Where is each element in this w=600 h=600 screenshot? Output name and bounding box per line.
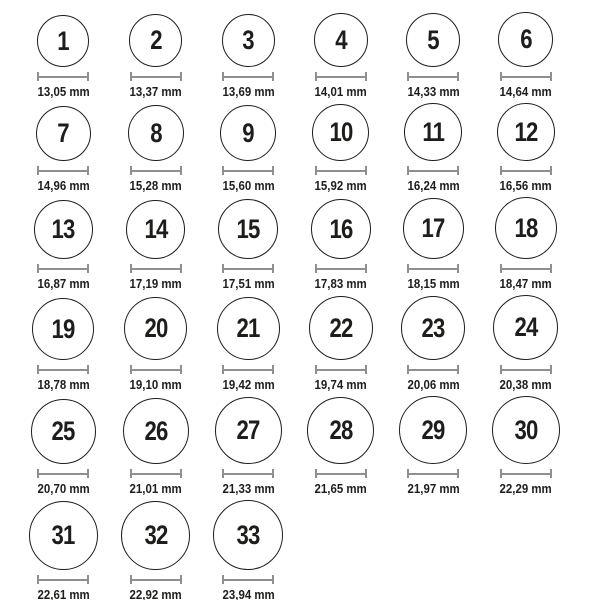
diameter-measure-line [222,365,274,374]
diameter-measure-line [130,166,182,175]
measure-bar [407,76,459,78]
ring-size-cell [480,103,573,193]
ring-size-cell [295,199,388,291]
ring-circle [220,105,276,161]
ring-size-number: 3 [242,25,255,55]
measure-bar [37,369,89,371]
measure-tick-right [87,264,89,273]
ring-diameter-label: 17,19 mm [129,276,182,291]
measure-bar [315,369,367,371]
ring-diameter-label: 19,10 mm [129,377,182,392]
ring-row [17,197,600,291]
ring-size-number: 10 [329,117,353,147]
measure-tick-right [365,264,367,273]
measure-bar [130,473,182,475]
measure-bar [130,268,182,270]
ring-diameter-label: 22,61 mm [37,587,90,600]
ring-circle [311,199,371,259]
measure-tick-right [457,72,459,81]
ring-diameter-label: 13,05 mm [37,84,90,99]
ring-size-number: 29 [421,414,445,445]
measure-tick-right [550,264,552,273]
diameter-measure-line [130,575,182,584]
measure-bar [37,579,89,581]
ring-size-number: 22 [329,312,353,343]
measure-tick-right [457,469,459,478]
ring-diameter-label: 22,29 mm [499,481,552,496]
ring-size-cell [202,105,295,193]
measure-bar [315,170,367,172]
ring-circle [31,399,96,464]
ring-circle [32,298,94,360]
ring-size-number: 27 [236,415,260,445]
measure-bar [500,76,552,78]
ring-size-cell [110,105,203,193]
ring-size-number: 9 [242,117,255,148]
ring-diameter-label: 19,74 mm [314,377,367,392]
ring-circle [34,200,93,259]
ring-diameter-label: 14,64 mm [499,84,552,99]
measure-bar [407,473,459,475]
ring-size-cell [17,106,110,193]
measure-tick-right [87,365,89,374]
ring-size-number: 8 [149,117,162,148]
ring-diameter-label: 14,33 mm [407,84,460,99]
ring-size-cell [387,198,480,291]
ring-size-number: 5 [427,24,440,55]
ring-circle [403,198,464,259]
ring-size-cell [387,396,480,496]
measure-tick-right [272,575,274,584]
diameter-measure-line [407,469,459,478]
ring-circle [124,297,187,360]
measure-tick-right [272,72,274,81]
diameter-measure-line [222,264,274,273]
measure-tick-right [87,575,89,584]
ring-circle [492,396,560,464]
measure-bar [315,473,367,475]
ring-size-number: 6 [519,24,532,54]
ring-size-number: 30 [514,414,538,445]
ring-size-cell [480,197,573,291]
ring-diameter-label: 16,56 mm [499,178,552,193]
diameter-measure-line [315,264,367,273]
diameter-measure-line [500,166,552,175]
measure-bar [37,473,89,475]
ring-size-cell [17,298,110,392]
measure-tick-right [365,469,367,478]
ring-size-number: 13 [51,214,75,244]
diameter-measure-line [407,166,459,175]
ring-circle [312,104,369,161]
ring-diameter-label: 15,92 mm [314,178,367,193]
diameter-measure-line [222,72,274,81]
measure-tick-right [550,166,552,175]
ring-size-cell [202,199,295,291]
measure-bar [500,170,552,172]
ring-size-number: 19 [51,313,75,344]
measure-tick-right [87,469,89,478]
ring-diameter-label: 14,01 mm [314,84,367,99]
ring-size-cell [202,297,295,392]
diameter-measure-line [130,72,182,81]
diameter-measure-line [500,264,552,273]
ring-diameter-label: 20,70 mm [37,481,90,496]
ring-circle [498,12,553,67]
diameter-measure-line [407,264,459,273]
ring-diameter-label: 14,96 mm [37,178,90,193]
ring-diameter-label: 20,38 mm [499,377,552,392]
measure-bar [500,473,552,475]
ring-size-number: 11 [422,116,445,147]
measure-bar [407,170,459,172]
ring-size-number: 32 [144,520,168,550]
measure-tick-right [550,365,552,374]
measure-bar [222,369,274,371]
measure-bar [130,76,182,78]
diameter-measure-line [37,72,89,81]
ring-circle [121,501,190,570]
ring-size-cell [110,200,203,291]
ring-diameter-label: 16,87 mm [37,276,90,291]
ring-size-number: 7 [57,118,70,148]
ring-size-cell [480,396,573,496]
diameter-measure-line [500,72,552,81]
ring-circle [401,296,465,360]
ring-size-cell [295,13,388,99]
measure-bar [37,268,89,270]
ring-diameter-label: 15,60 mm [222,178,275,193]
ring-size-cell [17,200,110,291]
ring-size-cell [480,295,573,392]
ring-diameter-label: 23,94 mm [222,587,275,600]
ring-circle [497,103,555,161]
ring-diameter-label: 13,37 mm [129,84,182,99]
diameter-measure-line [130,469,182,478]
measure-tick-right [550,72,552,81]
ring-size-number: 20 [144,313,168,343]
ring-size-number: 14 [144,214,168,244]
measure-bar [407,369,459,371]
ring-circle [36,106,91,161]
diameter-measure-line [315,166,367,175]
measure-tick-right [87,72,89,81]
diameter-measure-line [37,469,89,478]
ring-size-number: 1 [57,25,70,56]
measure-bar [222,268,274,270]
measure-bar [130,170,182,172]
ring-diameter-label: 21,33 mm [222,481,275,496]
ring-diameter-label: 17,83 mm [314,276,367,291]
ring-size-number: 25 [51,416,75,446]
ring-size-cell [110,14,203,99]
measure-tick-right [180,575,182,584]
ring-circle [128,105,184,161]
ring-size-cell [202,14,295,99]
ring-circle [29,501,98,570]
measure-tick-right [457,166,459,175]
ring-circle [123,398,189,464]
measure-tick-right [272,365,274,374]
measure-bar [222,170,274,172]
ring-size-number: 12 [514,116,538,147]
ring-diameter-label: 16,24 mm [407,178,460,193]
ring-size-cell [202,500,295,600]
diameter-measure-line [315,365,367,374]
ring-circle [309,296,373,360]
diameter-measure-line [222,575,274,584]
ring-diameter-label: 21,65 mm [314,481,367,496]
ring-circle [406,13,460,67]
ring-row [17,396,600,496]
measure-tick-right [180,72,182,81]
ring-diameter-label: 19,42 mm [222,377,275,392]
ring-row [17,103,600,193]
ring-size-number: 16 [329,213,353,244]
ring-size-number: 4 [334,24,347,55]
measure-bar [130,369,182,371]
ring-size-number: 21 [236,313,260,343]
diameter-measure-line [222,469,274,478]
ring-circle [129,14,182,67]
measure-bar [315,268,367,270]
ring-circle [37,15,89,67]
ring-diameter-label: 18,78 mm [37,377,90,392]
measure-bar [37,76,89,78]
measure-tick-right [457,264,459,273]
ring-diameter-label: 13,69 mm [222,84,275,99]
ring-diameter-label: 18,47 mm [499,276,552,291]
ring-size-cell [110,297,203,392]
ring-size-cell [17,501,110,600]
measure-bar [222,473,274,475]
ring-size-cell [202,397,295,496]
ring-circle [307,397,374,464]
measure-tick-right [365,72,367,81]
measure-bar [315,76,367,78]
measure-tick-right [180,365,182,374]
measure-tick-right [365,365,367,374]
measure-bar [130,579,182,581]
diameter-measure-line [130,365,182,374]
ring-row [17,500,600,600]
ring-circle [404,103,462,161]
ring-size-cell [387,13,480,99]
measure-tick-right [365,166,367,175]
ring-size-cell [110,501,203,600]
ring-circle [126,200,185,259]
ring-size-number: 26 [144,415,168,446]
ring-size-number: 33 [236,519,260,550]
ring-diameter-label: 20,06 mm [407,377,460,392]
ring-diameter-label: 21,97 mm [407,481,460,496]
measure-tick-right [457,365,459,374]
diameter-measure-line [130,264,182,273]
measure-tick-right [550,469,552,478]
ring-size-cell [387,103,480,193]
ring-size-number: 31 [51,520,75,550]
ring-size-number: 17 [421,213,445,243]
diameter-measure-line [37,166,89,175]
ring-circle [493,295,558,360]
ring-size-cell [295,296,388,392]
ring-diameter-label: 15,28 mm [129,178,182,193]
diameter-measure-line [37,264,89,273]
ring-row [17,295,600,392]
ring-circle [215,397,282,464]
ring-size-cell [480,12,573,99]
diameter-measure-line [407,365,459,374]
diameter-measure-line [315,469,367,478]
diameter-measure-line [37,575,89,584]
diameter-measure-line [315,72,367,81]
measure-tick-right [272,264,274,273]
ring-circle [495,197,557,259]
ring-size-cell [110,398,203,496]
measure-tick-right [180,166,182,175]
diameter-measure-line [222,166,274,175]
measure-bar [37,170,89,172]
diameter-measure-line [407,72,459,81]
ring-circle [399,396,467,464]
ring-size-number: 15 [236,213,260,244]
ring-size-number: 18 [514,212,538,243]
ring-circle [213,500,283,570]
ring-diameter-label: 17,51 mm [222,276,275,291]
measure-tick-right [180,264,182,273]
ring-diameter-label: 18,15 mm [407,276,460,291]
measure-tick-right [272,166,274,175]
ring-size-cell [387,296,480,392]
ring-circle [218,199,278,259]
ring-diameter-label: 21,01 mm [129,481,182,496]
measure-bar [500,369,552,371]
ring-size-number: 2 [149,25,162,55]
diameter-measure-line [37,365,89,374]
measure-bar [500,268,552,270]
ring-diameter-label: 22,92 mm [129,587,182,600]
ring-size-cell [17,15,110,99]
measure-bar [407,268,459,270]
diameter-measure-line [500,469,552,478]
ring-circle [217,297,280,360]
ring-size-number: 24 [514,312,538,342]
ring-size-number: 23 [421,312,445,343]
measure-tick-right [180,469,182,478]
measure-tick-right [87,166,89,175]
diameter-measure-line [500,365,552,374]
ring-circle [314,13,368,67]
measure-bar [222,76,274,78]
ring-size-cell [295,397,388,496]
measure-tick-right [272,469,274,478]
ring-size-cell [17,399,110,496]
measure-bar [222,579,274,581]
ring-size-cell [295,104,388,193]
ring-circle [222,14,275,67]
ring-row [17,12,600,99]
ring-size-number: 28 [329,415,353,445]
